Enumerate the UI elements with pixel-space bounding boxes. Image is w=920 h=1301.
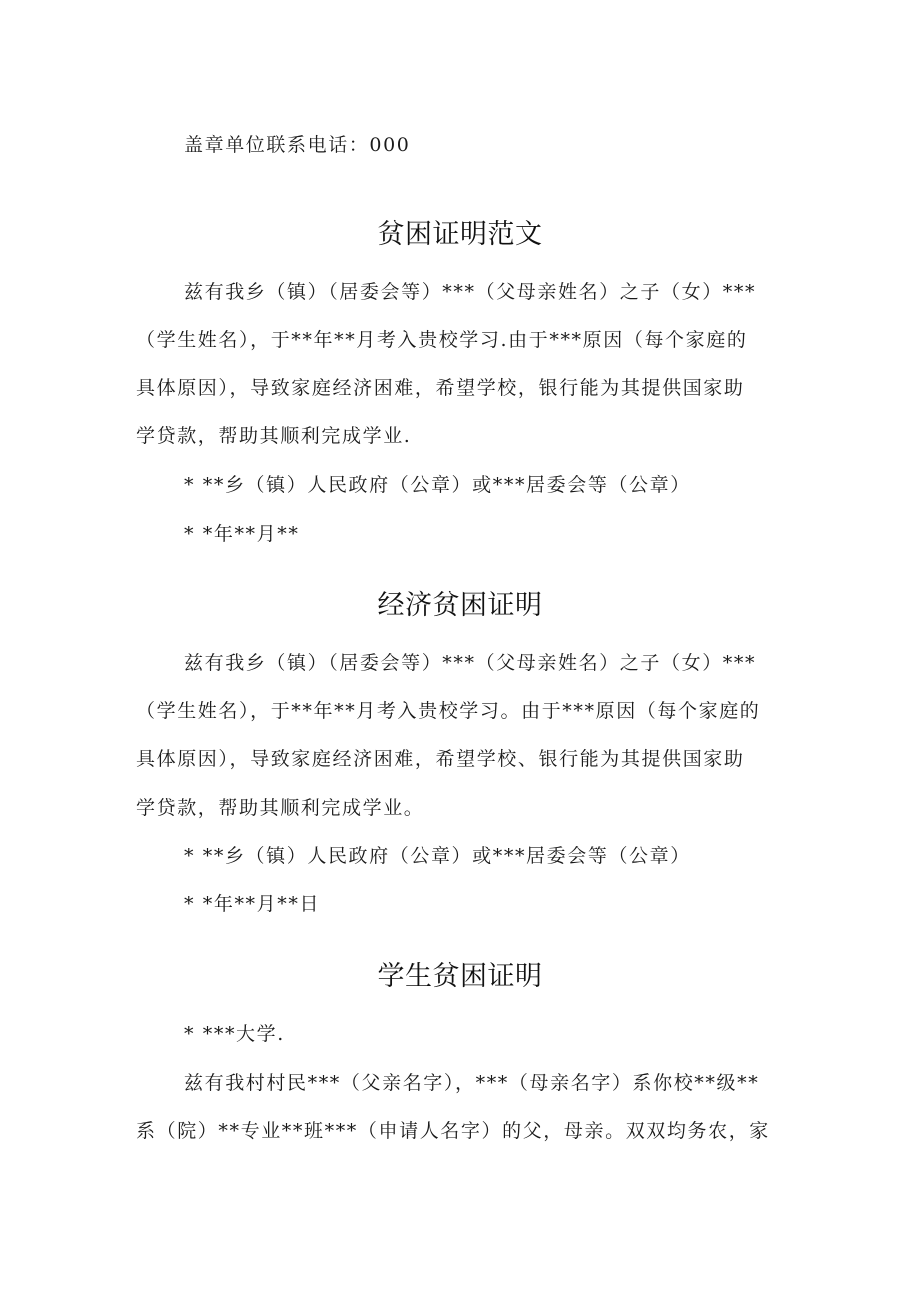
signature-line: * **乡（镇）人民政府（公章）或***居委会等（公章） [184,845,691,867]
paragraph-line: 具体原因），导致家庭经济困难，希望学校，银行能为其提供国家助 [136,377,745,399]
contact-phone-line: 盖章单位联系电话：000 [184,134,411,156]
date-line: * *年**月**日 [184,893,321,915]
paragraph-line: 兹有我乡（镇）（居委会等）***（父母亲姓名）之子（女）*** [184,281,757,303]
paragraph-line: 系（院）**专业**班***（申请人名字）的父，母亲。双双均务农，家 [136,1120,770,1142]
paragraph-line: 兹有我乡（镇）（居委会等）***（父母亲姓名）之子（女）*** [184,652,757,674]
paragraph-line: 兹有我村村民***（父亲名字），***（母亲名字）系你校**级** [184,1072,760,1094]
section-title: 贫困证明范文 [377,219,543,250]
paragraph-line: 具体原因），导致家庭经济困难，希望学校、银行能为其提供国家助 [136,748,745,770]
paragraph-line: 学贷款，帮助其顺利完成学业. [136,425,412,447]
paragraph-line: 学贷款，帮助其顺利完成学业。 [136,797,425,819]
paragraph-line: （学生姓名），于**年**月考入贵校学习。由于***原因（每个家庭的 [136,700,761,722]
university-line: * ***大学. [184,1023,285,1045]
section-title: 经济贫困证明 [377,590,543,621]
section-title: 学生贫困证明 [377,961,543,992]
date-line: * *年**月** [184,523,300,545]
signature-line: * **乡（镇）人民政府（公章）或***居委会等（公章） [184,474,691,496]
paragraph-line: （学生姓名），于**年**月考入贵校学习.由于***原因（每个家庭的 [136,329,748,351]
